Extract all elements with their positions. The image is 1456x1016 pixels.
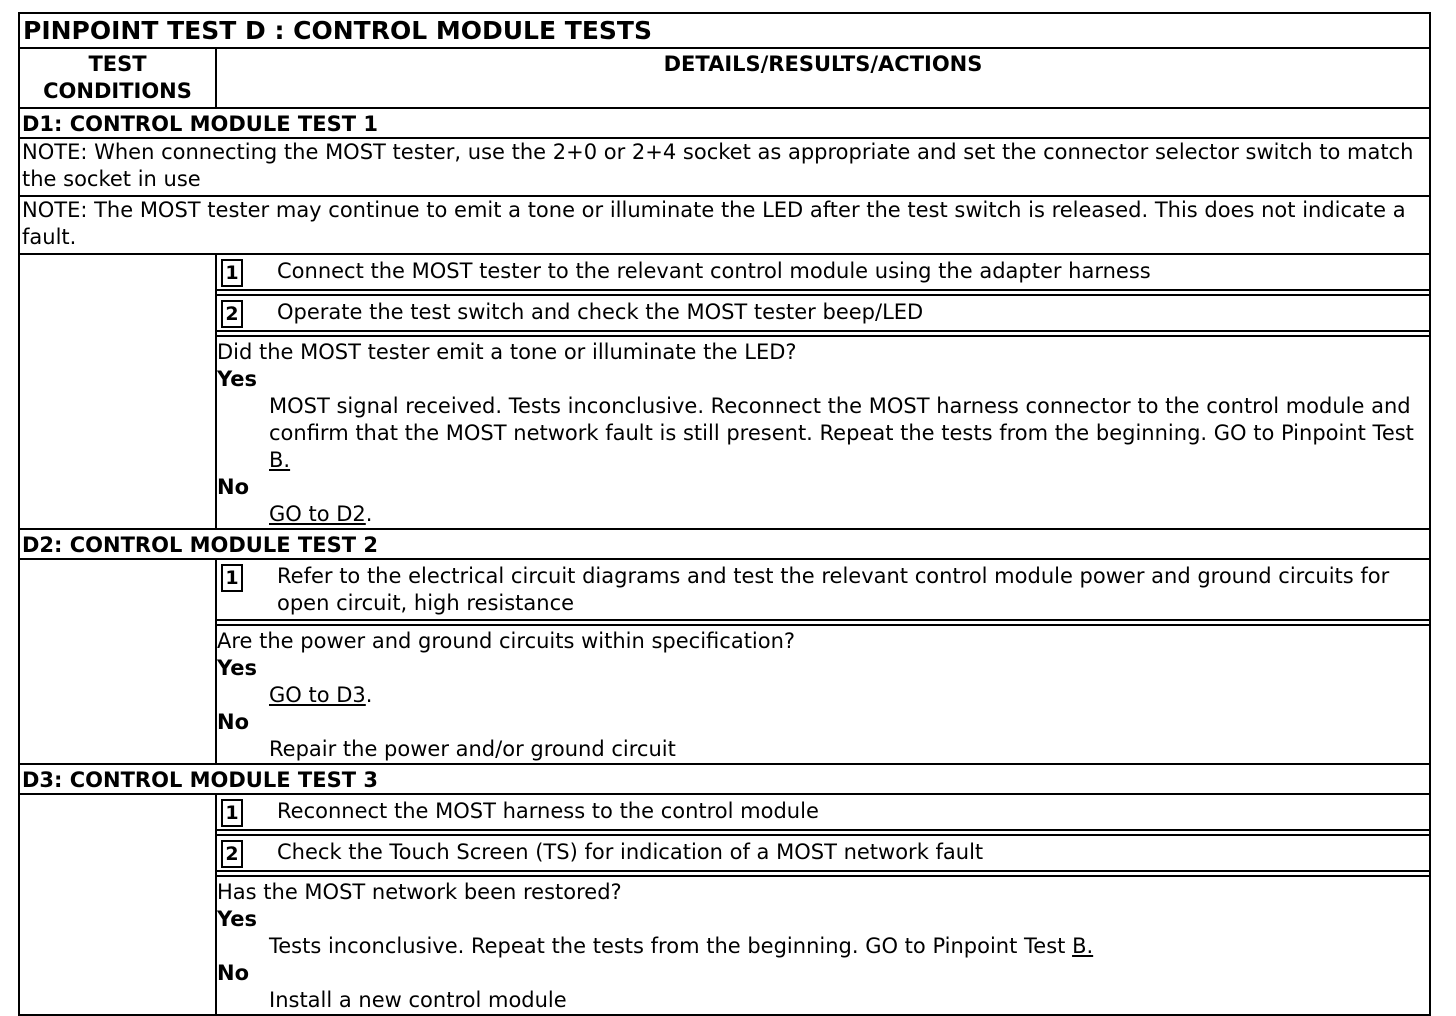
answer-yes-text <box>217 933 1429 960</box>
details-cell <box>217 795 1429 1014</box>
answer-yes-label: Yes <box>217 367 258 391</box>
answer-no-label: No <box>217 710 250 734</box>
pinpoint-test-b-link[interactable]: B. <box>1072 934 1094 958</box>
header-details: DETAILS/RESULTS/ACTIONS <box>663 52 983 76</box>
page-title: PINPOINT TEST D : CONTROL MODULE TESTS <box>18 12 1431 47</box>
table-header <box>18 47 1431 107</box>
step-number: 1 <box>221 259 243 287</box>
details-cell <box>217 255 1429 528</box>
test-conditions-cell <box>20 560 217 763</box>
section-heading-d1: D1: CONTROL MODULE TEST 1 <box>18 107 1431 137</box>
step-row <box>217 255 1429 291</box>
question-text: Did the MOST tester emit a tone or illuminate the LED? <box>217 340 797 364</box>
step-number: 1 <box>221 564 243 592</box>
go-to-d2-link[interactable]: GO to D2 <box>269 502 366 526</box>
step-number: 2 <box>221 300 243 328</box>
answer-no-label: No <box>217 475 250 499</box>
test-conditions-cell <box>20 795 217 1014</box>
details-cell <box>217 560 1429 763</box>
pinpoint-test-b-link[interactable]: B. <box>269 448 291 472</box>
header-test-conditions <box>20 49 217 107</box>
answer-no-text: Install a new control module <box>269 988 567 1012</box>
question-block <box>217 875 1429 1014</box>
answer-no-text <box>217 501 1429 528</box>
yes-response: MOST signal received. Tests inconclusive. Reconnect the MOST harness connector to the control module and confirm that the MOST network fault is still present. Repeat the tests from the beginning. GO to Pinpoint Test <box>269 394 1414 445</box>
step-row <box>217 834 1429 872</box>
link-suffix: . <box>365 502 373 526</box>
step-text: Connect the MOST tester to the relevant control module using the adapter harness <box>277 259 1151 283</box>
step-row <box>217 560 1429 621</box>
yes-response: Tests inconclusive. Repeat the tests from the beginning. GO to Pinpoint Test <box>269 934 1066 958</box>
answer-yes-label: Yes <box>217 907 258 931</box>
answer-yes-text <box>217 393 1429 474</box>
header-conditions-label: CONDITIONS <box>43 79 192 103</box>
step-row <box>217 294 1429 332</box>
step-text: Refer to the electrical circuit diagrams and test the relevant control module power and ground circuits for open circuit, high resistance <box>277 564 1390 615</box>
step-number: 1 <box>221 799 243 827</box>
test-conditions-cell <box>20 255 217 528</box>
answer-yes-text <box>217 682 1429 709</box>
note-connecting: NOTE: When connecting the MOST tester, use the 2+0 or 2+4 socket as appropriate and set the connector selector switch to match the socket in use <box>18 137 1431 195</box>
pinpoint-test-table <box>18 12 1431 1016</box>
step-number: 2 <box>221 840 243 868</box>
section-body-d3 <box>18 793 1431 1016</box>
go-to-d3-link[interactable]: GO to D3 <box>269 683 366 707</box>
question-block <box>217 624 1429 763</box>
step-text: Operate the test switch and check the MOST tester beep/LED <box>277 300 924 324</box>
answer-no-text: Repair the power and/or ground circuit <box>269 737 676 761</box>
link-suffix: . <box>365 683 373 707</box>
section-heading-d3: D3: CONTROL MODULE TEST 3 <box>18 763 1431 793</box>
question-text: Are the power and ground circuits within specification? <box>217 629 796 653</box>
section-heading-d2: D2: CONTROL MODULE TEST 2 <box>18 528 1431 558</box>
step-text: Check the Touch Screen (TS) for indication of a MOST network fault <box>277 840 984 864</box>
header-test-label: TEST <box>88 52 147 76</box>
question-text: Has the MOST network been restored? <box>217 880 622 904</box>
step-row <box>217 795 1429 831</box>
question-block <box>217 335 1429 528</box>
section-body-d1 <box>18 253 1431 528</box>
note-tone-led: NOTE: The MOST tester may continue to emit a tone or illuminate the LED after the test switch is released. This does not indicate a fault. <box>18 195 1431 253</box>
answer-yes-label: Yes <box>217 656 258 680</box>
step-text: Reconnect the MOST harness to the control module <box>277 799 819 823</box>
section-body-d2 <box>18 558 1431 763</box>
answer-no-label: No <box>217 961 250 985</box>
